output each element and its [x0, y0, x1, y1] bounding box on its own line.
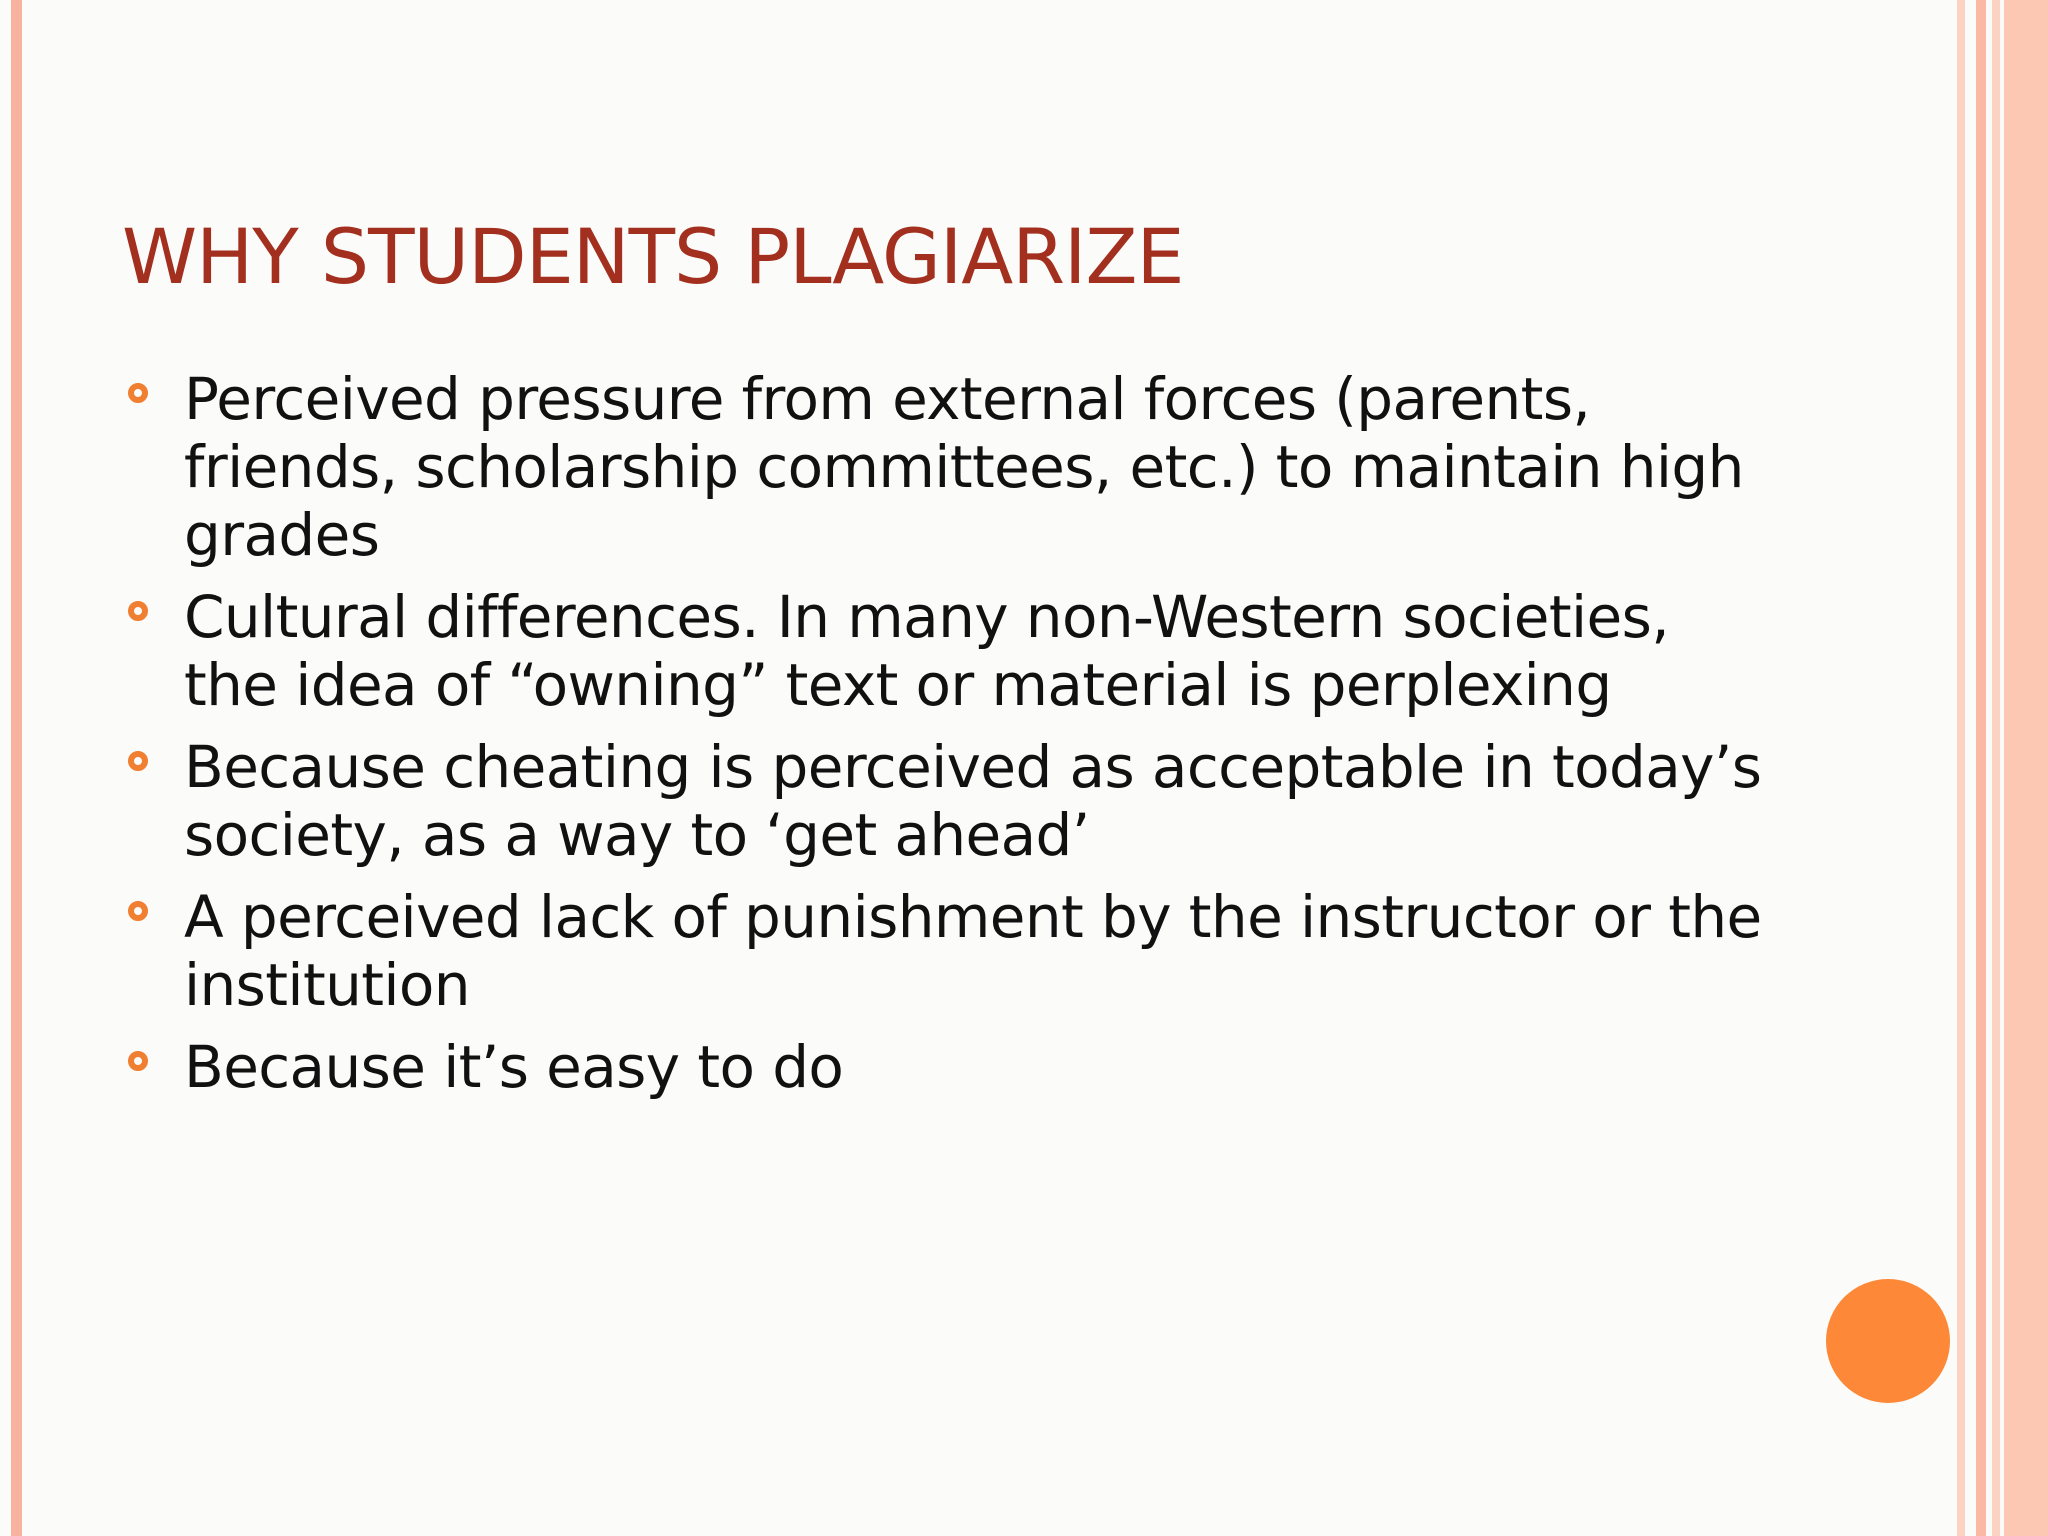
bullet-text: A perceived lack of punishment by the instructor or the institution: [184, 883, 1762, 1019]
right-decorative-stripe: [1957, 0, 1965, 1536]
orange-circle-decoration: [1826, 1279, 1950, 1403]
bullet-item: [122, 365, 1762, 569]
right-decorative-stripe: [1992, 0, 2000, 1536]
bullet-text: Perceived pressure from external forces (parents, friends, scholarship committees, etc.) to maintain high grades: [184, 365, 1744, 569]
bullet-circle-icon: [128, 601, 148, 621]
slide-title: WHY STUDENTS PLAGIARIZE: [122, 212, 1184, 301]
bullet-item: [122, 1033, 1762, 1101]
bullet-text: Because it’s easy to do: [184, 1033, 844, 1101]
bullet-circle-icon: [128, 901, 148, 921]
bullet-list: [122, 365, 1762, 1115]
left-decorative-bar: [11, 0, 22, 1536]
right-decorative-stripe: [2004, 0, 2048, 1536]
right-decorative-stripe: [1976, 0, 1986, 1536]
bullet-item: [122, 583, 1762, 719]
bullet-item: [122, 883, 1762, 1019]
bullet-circle-icon: [128, 383, 148, 403]
bullet-text: Because cheating is perceived as acceptable in today’s society, as a way to ‘get ahead’: [184, 733, 1762, 869]
bullet-circle-icon: [128, 1051, 148, 1071]
bullet-text: Cultural differences. In many non-Western societies, the idea of “owning” text or material is perplexing: [184, 583, 1670, 719]
bullet-item: [122, 733, 1762, 869]
bullet-circle-icon: [128, 751, 148, 771]
